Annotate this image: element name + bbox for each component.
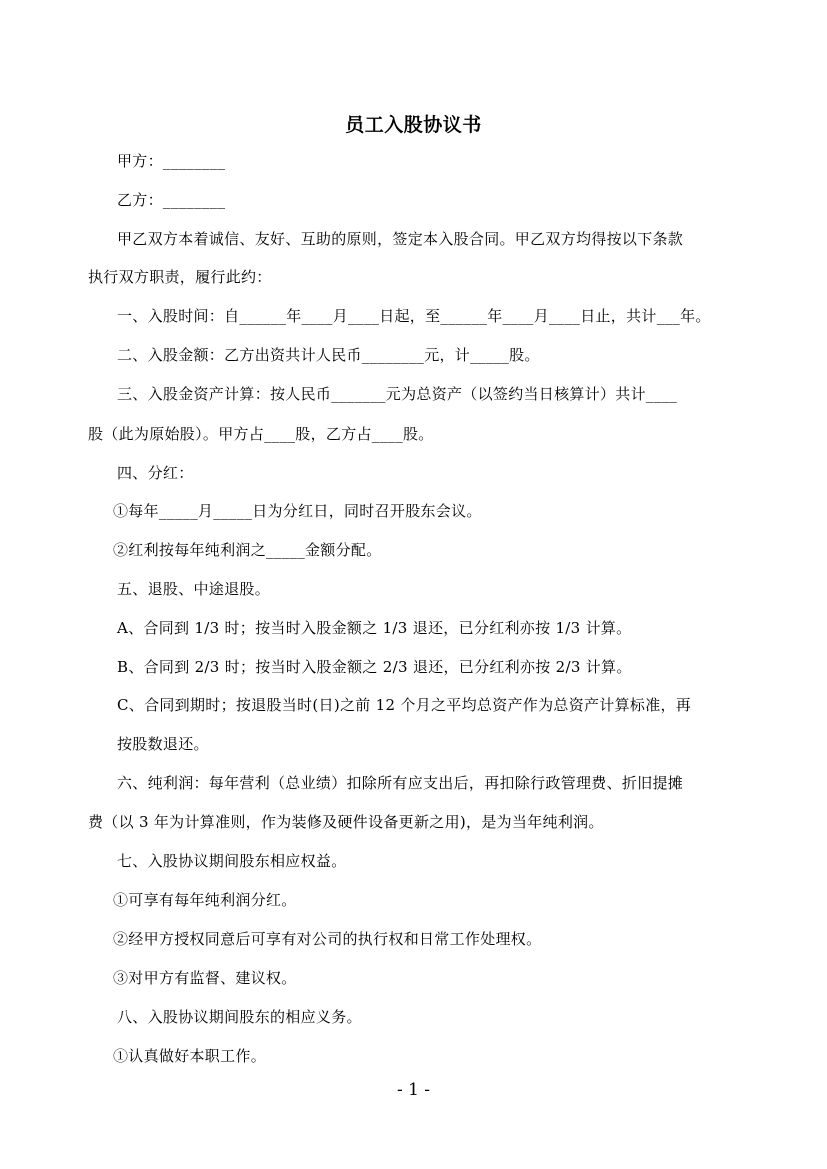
clause-3-asset-calculation-line-1: 三、入股金资产计算：按人民币_______元为总资产（以签约当日核算计）共计____	[117, 385, 678, 403]
clause-5-item-b: B、合同到 2/3 时；按当时入股金额之 2/3 退还，已分红利亦按 2/3 计算。	[117, 658, 632, 676]
clause-6-net-profit-line-1: 六、纯利润：每年营利（总业绩）扣除所有应支出后，再扣除行政管理费、折旧提摊	[117, 774, 684, 792]
clause-8-item-1: ①认真做好本职工作。	[113, 1047, 267, 1065]
clause-4-item-2: ②红利按每年纯利润之_____金额分配。	[113, 541, 382, 559]
document-title: 员工入股协议书	[345, 114, 482, 136]
clause-5-item-c-line-1: C、合同到期时；按退股当时(日)之前 12 个月之平均总资产作为总资产计算标准，再	[117, 696, 692, 714]
party-a-line: 甲方：________	[117, 152, 226, 170]
party-b-line: 乙方：________	[117, 191, 226, 209]
clause-1-shareholding-period: 一、入股时间：自______年____月____日起，至______年____月____日止，共计___年。	[117, 307, 711, 325]
clause-7-item-1: ①可享有每年纯利润分红。	[113, 891, 297, 909]
clause-8-obligations-heading: 八、入股协议期间股东的相应义务。	[117, 1008, 362, 1026]
intro-paragraph-line-2: 执行双方职责，履行此约：	[88, 268, 272, 286]
clause-6-net-profit-line-2: 费（以 3 年为计算准则，作为装修及硬件设备更新之用)，是为当年纯利润。	[88, 813, 604, 831]
clause-7-item-2: ②经甲方授权同意后可享有对公司的执行权和日常工作处理权。	[113, 930, 542, 948]
clause-5-withdrawal-heading: 五、退股、中途退股。	[117, 580, 271, 598]
clause-4-item-1: ①每年_____月_____日为分红日，同时召开股东会议。	[113, 502, 482, 520]
clause-5-item-a: A、合同到 1/3 时；按当时入股金额之 1/3 退还，已分红利亦按 1/3 计算。	[117, 619, 632, 637]
page-number: - 1 -	[396, 1080, 431, 1100]
clause-7-rights-heading: 七、入股协议期间股东相应权益。	[117, 852, 347, 870]
intro-paragraph-line-1: 甲乙双方本着诚信、友好、互助的原则，签定本入股合同。甲乙双方均得按以下条款	[117, 230, 684, 248]
clause-2-shareholding-amount: 二、入股金额：乙方出资共计人民币________元，计_____股。	[117, 346, 540, 364]
clause-4-dividend-heading: 四、分红：	[117, 464, 194, 482]
clause-5-item-c-line-2: 按股数退还。	[117, 735, 209, 753]
clause-7-item-3: ③对甲方有监督、建议权。	[113, 969, 297, 987]
clause-3-asset-calculation-line-2: 股（此为原始股）。甲方占____股，乙方占____股。	[88, 425, 434, 443]
